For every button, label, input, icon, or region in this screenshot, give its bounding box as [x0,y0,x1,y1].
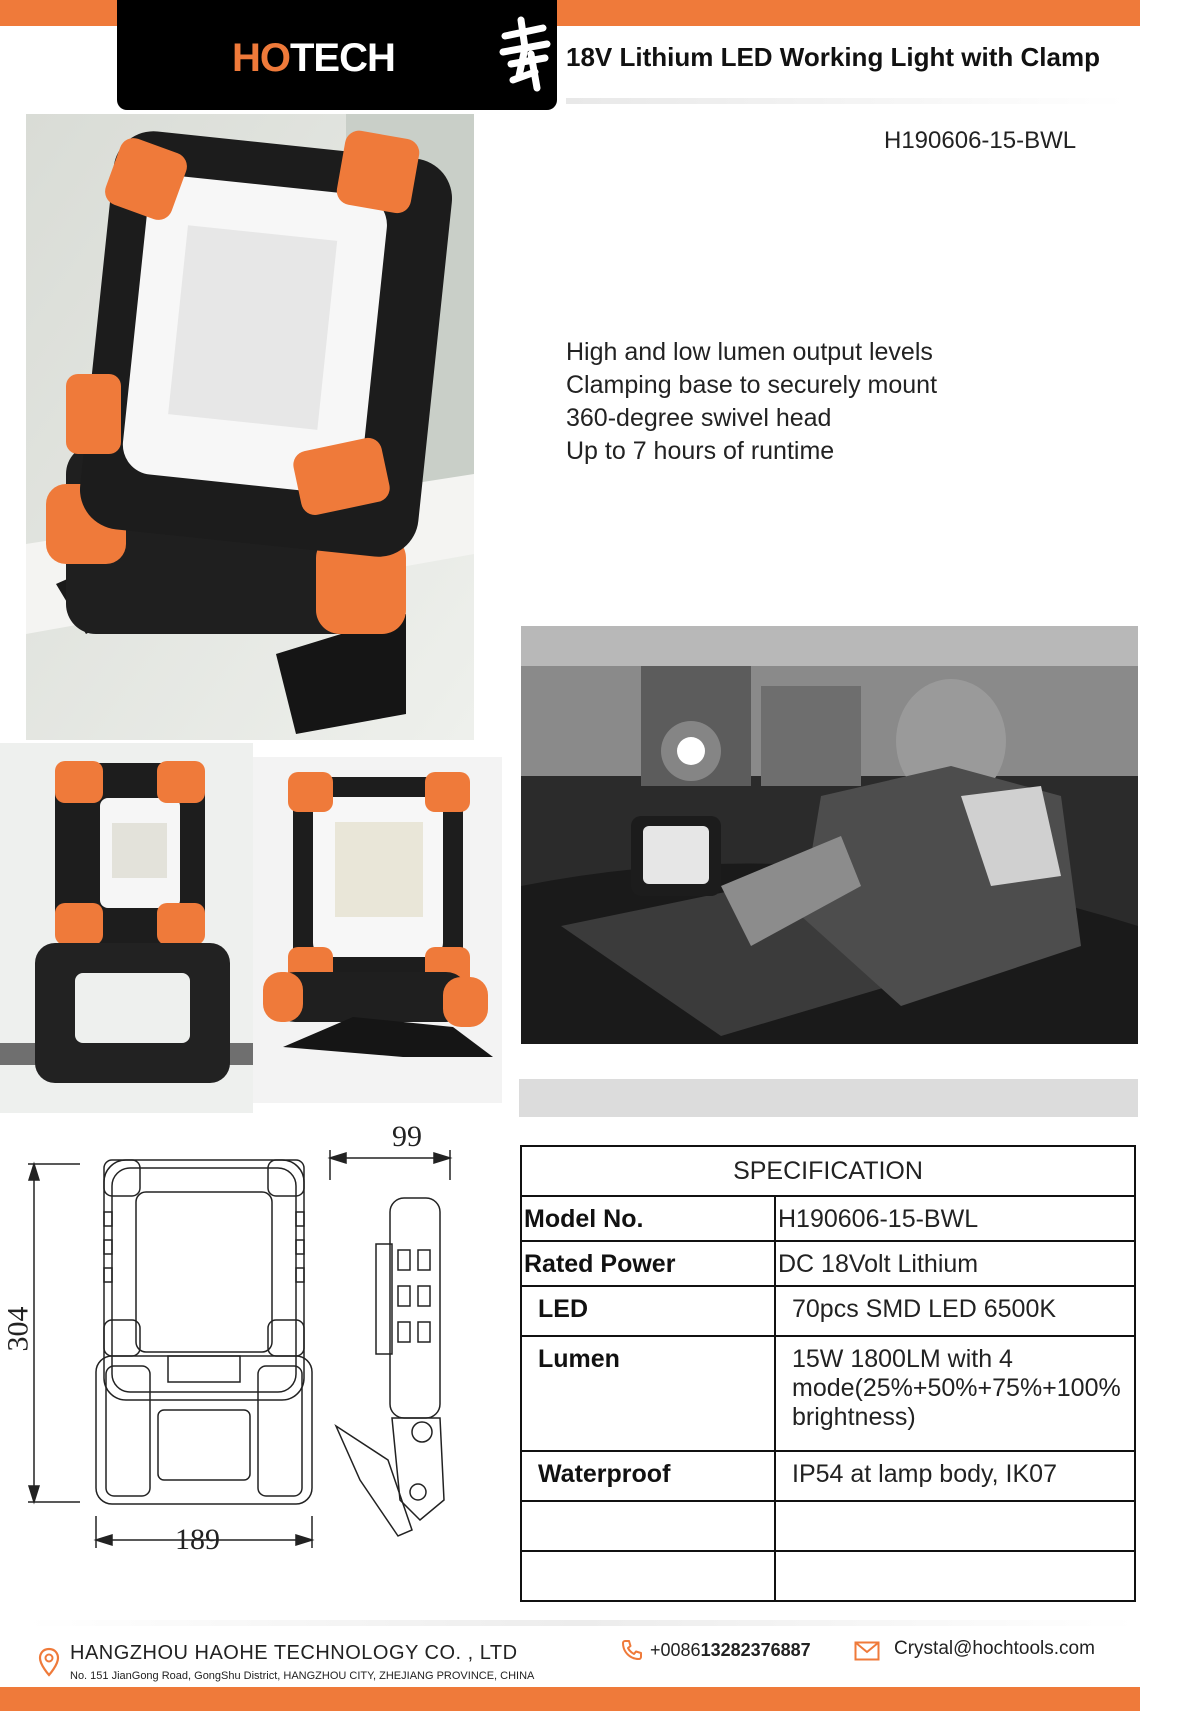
table-row [521,1551,1135,1601]
phone-number: +008613282376887 [650,1640,811,1660]
feature-list [566,336,937,468]
logo-banner [117,0,557,110]
spec-key: Rated Power [521,1241,775,1286]
feature-item: High and low lumen output levels [566,338,933,366]
table-row [521,1196,1135,1241]
spec-key [521,1501,775,1551]
dimension-drawing [20,1120,460,1570]
company-name: HANGZHOU HAOHE TECHNOLOGY CO. , LTD [70,1642,518,1664]
product-in-use-photo [521,626,1138,1044]
table-row [521,1501,1135,1551]
product-photo-clamp-bar [0,743,253,1113]
table-row [521,1286,1135,1336]
product-photo-main [26,114,474,740]
table-row [521,1241,1135,1286]
location-pin-icon [38,1647,60,1677]
dimension-width: 189 [175,1523,220,1556]
footer-divider [26,1620,1136,1626]
title-underline [566,98,1126,104]
company-address: No. 151 JianGong Road, GongShu District, HANGZHOU CITY, ZHEJIANG PROVINCE, CHINA [70,1670,535,1682]
spec-key: Lumen [521,1336,775,1451]
feature-item: 360-degree swivel head [566,404,832,432]
spec-value: DC 18Volt Lithium [775,1241,1135,1286]
divider-bar [519,1079,1138,1117]
spec-key [521,1551,775,1601]
page-title: 18V Lithium LED Working Light with Clamp [566,42,1100,72]
spec-value [775,1551,1135,1601]
spec-value: 15W 1800LM with 4 mode(25%+50%+75%+100% brightness) [775,1336,1135,1451]
brand-logo: HOTECH [232,36,395,80]
dimension-depth: 99 [392,1120,422,1153]
spec-key: Model No. [521,1196,775,1241]
spec-key: LED [521,1286,775,1336]
logo-calligraphy-icon [485,14,565,94]
spec-value [775,1501,1135,1551]
table-row [521,1336,1135,1451]
feature-item: Clamping base to securely mount [566,371,938,399]
spec-value: H190606-15-BWL [775,1196,1135,1241]
spec-heading: SPECIFICATION [521,1146,1135,1196]
product-photo-clamp-base [253,757,502,1103]
table-row [521,1451,1135,1501]
spec-value: 70pcs SMD LED 6500K [775,1286,1135,1336]
dimension-height: 304 [1,1306,35,1352]
spec-key: Waterproof [521,1451,775,1501]
spec-value: IP54 at lamp body, IK07 [775,1451,1135,1501]
specification-table [520,1145,1136,1602]
mail-icon [854,1641,880,1661]
model-code: H190606-15-BWL [884,127,1077,154]
email-address: Crystal@hochtools.com [894,1638,1095,1659]
bottom-accent-bar [0,1687,1140,1711]
feature-item: Up to 7 hours of runtime [566,437,835,465]
phone-icon [620,1638,644,1662]
